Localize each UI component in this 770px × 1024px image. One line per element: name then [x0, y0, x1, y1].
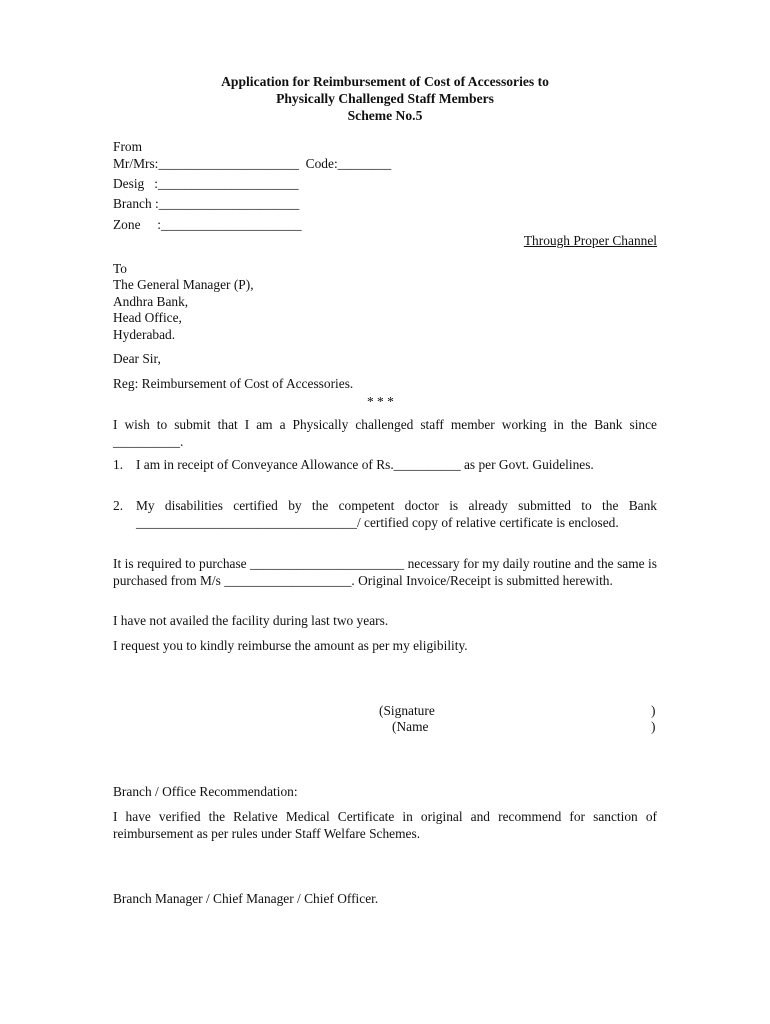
addressee-line-1: The General Manager (P), — [113, 277, 254, 292]
through-proper-channel: Through Proper Channel — [523, 233, 657, 248]
to-label: To — [113, 261, 127, 276]
list-item-number: 1. — [113, 457, 124, 472]
name-close-paren: ) — [651, 719, 656, 734]
name-code-line: Mr/Mrs:_____________________ Code:________ — [113, 156, 392, 171]
list-item — [113, 498, 657, 531]
salutation: Dear Sir, — [113, 351, 161, 366]
zone-line: Zone :_____________________ — [113, 217, 302, 232]
name-label: (Name — [392, 719, 429, 734]
signatory-footer: Branch Manager / Chief Manager / Chief Officer. — [113, 891, 379, 906]
branch-line: Branch :_____________________ — [113, 196, 300, 211]
list-item — [113, 457, 657, 474]
list-item-text: I am in receipt of Conveyance Allowance of Rs.__________ as per Govt. Guidelines. — [136, 457, 594, 472]
not-availed-statement: I have not availed the facility during last two years. — [113, 613, 389, 628]
signature-close-paren: ) — [651, 703, 656, 718]
recommendation-heading: Branch / Office Recommendation: — [113, 784, 298, 799]
designation-line: Desig :_____________________ — [113, 176, 299, 191]
recommendation-text: I have verified the Relative Medical Certificate in original and recommend for sanction of reimbursement as per rules under Staff Welfare Schemes. — [113, 809, 657, 841]
title-line-2: Physically Challenged Staff Members — [276, 91, 494, 106]
reimburse-request: I request you to kindly reimburse the amount as per my eligibility. — [113, 638, 468, 653]
purchase-paragraph: It is required to purchase _______________________ necessary for my daily routine and the same is purchased from M/s ___________________. Original Invoice/Receipt is submitted herewith. — [113, 556, 657, 588]
title-line-1: Application for Reimbursement of Cost of Accessories to — [221, 74, 549, 89]
list-item-number: 2. — [113, 498, 124, 513]
signature-label: (Signature — [379, 703, 435, 718]
addressee-line-2: Andhra Bank, — [113, 294, 189, 309]
intro-paragraph: I wish to submit that I am a Physically challenged staff member working in the Bank since __________. — [113, 417, 657, 449]
title-line-3: Scheme No.5 — [347, 108, 423, 123]
subject-line: Reg: Reimbursement of Cost of Accessories. — [113, 376, 354, 391]
list-item-text: My disabilities certified by the competent doctor is already submitted to the Bank _________________________________/ certified copy of relative certificate is enclosed. — [136, 498, 657, 530]
addressee-line-3: Head Office, — [113, 310, 182, 325]
from-label: From — [113, 139, 143, 154]
addressee-line-4: Hyderabad. — [113, 327, 176, 342]
separator-stars: * * * — [367, 394, 394, 409]
document-title — [0, 73, 770, 124]
